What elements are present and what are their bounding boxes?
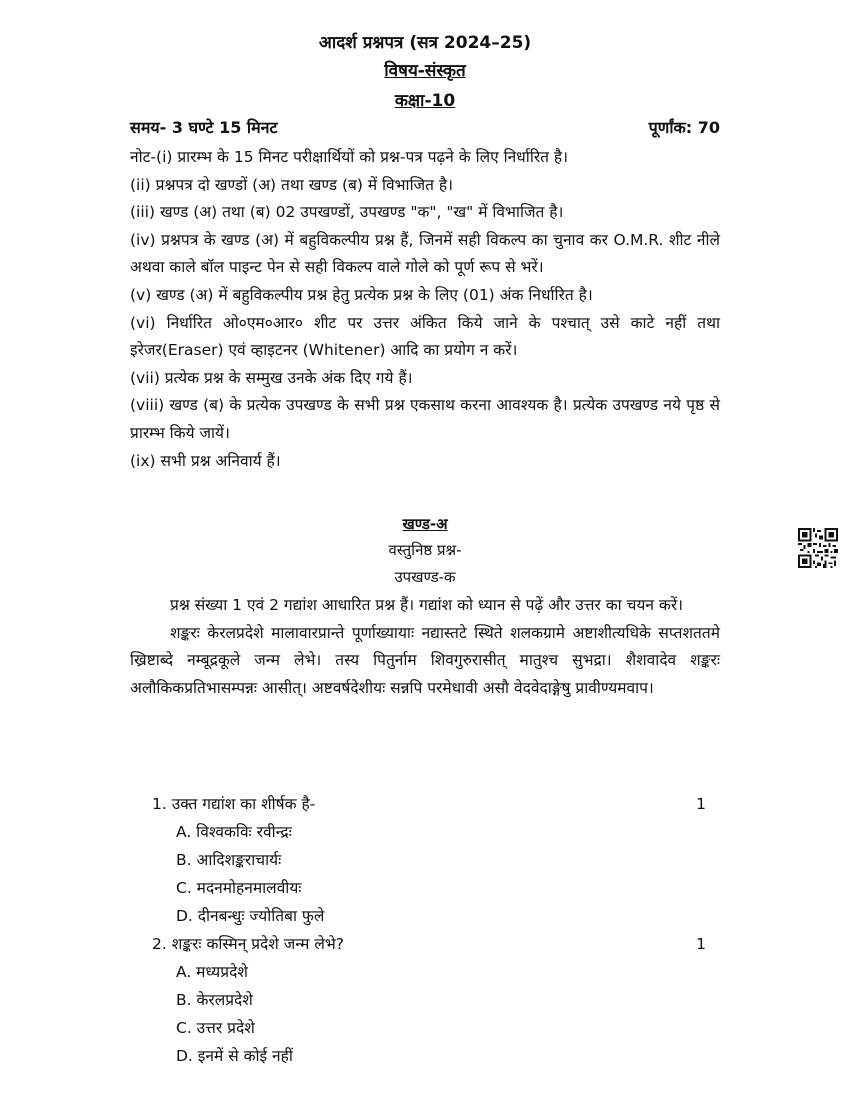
note-item: (viii) खण्ड (ब) के प्रत्येक उपखण्ड के सभी प्रश्न एकसाथ करना आवश्यक है। प्रत्येक उपखण्ड नये पृष्ठ से प्रारम्भ किये जायें।	[130, 396, 720, 442]
option: B. आदिशङ्कराचार्यः	[176, 851, 282, 869]
time-marks-row	[130, 116, 720, 138]
section-title-text: खण्ड-अ	[402, 515, 448, 533]
passage-intro: प्रश्न संख्या 1 एवं 2 गद्यांश आधारित प्रश्न हैं। गद्यांश को ध्यान से पढ़ें और उत्तर का चयन करें।	[170, 596, 684, 614]
paper-title: आदर्श प्रश्नपत्र (सत्र 2024–25)	[318, 33, 532, 53]
section-title	[0, 514, 850, 534]
option: D. दीनबन्धुः ज्योतिबा फुले	[176, 907, 325, 925]
subsection-title: उपखण्ड-क	[394, 568, 456, 586]
question-marks: 1	[696, 795, 706, 813]
option: C. मदनमोहनमालवीयः	[176, 879, 302, 897]
class-text: कक्षा-10	[394, 91, 456, 111]
total-marks: पूर्णांक: 70	[648, 118, 720, 137]
note-item: (ii) प्रश्नपत्र दो खण्डों (अ) तथा खण्ड (ब) में विभाजित है।	[130, 175, 453, 194]
passage-text: शङ्करः केरलप्रदेशे मालावारप्रान्ते पूर्णाख्यायाः नद्यास्तटे स्थिते शलकग्रामे अष्टाशीत्यधिके सप्तशततमे ख्रिष्टाब्दे नम्बूद्रकूले जन्म लेभे। तस्य पितुर्नाम शिवगुरुरासीत् मातुश्च सुभद्रा। शैशवादेव शङ्करः अलौकिकप्रतिभासम्पन्नः आसीत्। अष्टवर्षदेशीयः सन्नपि परमेधावी असौ वेदवेदाङ्गेषु प्रावीण्यमवाप।	[130, 623, 720, 697]
instructions	[130, 144, 720, 475]
question-number: 2.	[152, 935, 167, 953]
question-text: शङ्करः कस्मिन् प्रदेशे जन्म लेभे?	[171, 935, 345, 953]
question	[130, 930, 720, 958]
qr-code-icon	[798, 528, 838, 568]
option: A. मध्यप्रदेशे	[176, 963, 248, 981]
note-item: (v) खण्ड (अ) में बहुविकल्पीय प्रश्न हेतु प्रत्येक प्रश्न के लिए (01) अंक निर्धारित है।	[130, 285, 593, 304]
note-item: (vi) निर्धारित ओ०एम०आर० शीट पर उत्तर अंकित किये जाने के पश्चात् उसे काटे नहीं तथा इरेजर(Eraser) एवं व्हाइटनर (Whitener) आदि का प्रयोग न करें।	[130, 313, 720, 360]
subject-heading	[0, 58, 850, 81]
time-allowed: समय- 3 घण्टे 15 मिनट	[130, 118, 278, 137]
note-item: (vii) प्रत्येक प्रश्न के सम्मुख उनके अंक दिए गये हैं।	[130, 368, 413, 387]
question-text: उक्त गद्यांश का शीर्षक है-	[171, 795, 316, 813]
passage-block	[130, 592, 720, 702]
option: C. उत्तर प्रदेशे	[176, 1019, 255, 1037]
question-list	[130, 790, 720, 1070]
option: A. विश्वकविः रवीन्द्रः	[176, 823, 292, 841]
class-heading	[0, 88, 850, 111]
option: D. इनमें से कोई नहीं	[176, 1047, 293, 1065]
note-item: (iii) खण्ड (अ) तथा (ब) 02 उपखण्डों, उपखण्ड "क", "ख" में विभाजित है।	[130, 203, 564, 222]
question-number: 1.	[152, 795, 167, 813]
note-item: (iv) प्रश्नपत्र के खण्ड (अ) में बहुविकल्पीय प्रश्न हैं, जिनमें सही विकल्प का चुनाव कर O.M.R. शीट नीले अथवा काले बॉल पाइन्ट पेन से सही विकल्प वाले गोले को पूर्ण रूप से भरें।	[130, 230, 720, 277]
question-marks: 1	[696, 935, 706, 953]
section-subtitle: वस्तुनिष्ठ प्रश्न-	[388, 541, 462, 559]
note-item: नोट-(i) प्रारम्भ के 15 मिनट परीक्षार्थियों को प्रश्न-पत्र पढ़ने के लिए निर्धारित है।	[130, 148, 569, 166]
option: B. केरलप्रदेशे	[176, 991, 253, 1009]
note-item: (ix) सभी प्रश्न अनिवार्य हैं।	[130, 451, 281, 470]
question	[130, 790, 720, 818]
subject-text: विषय-संस्कृत	[384, 61, 466, 81]
